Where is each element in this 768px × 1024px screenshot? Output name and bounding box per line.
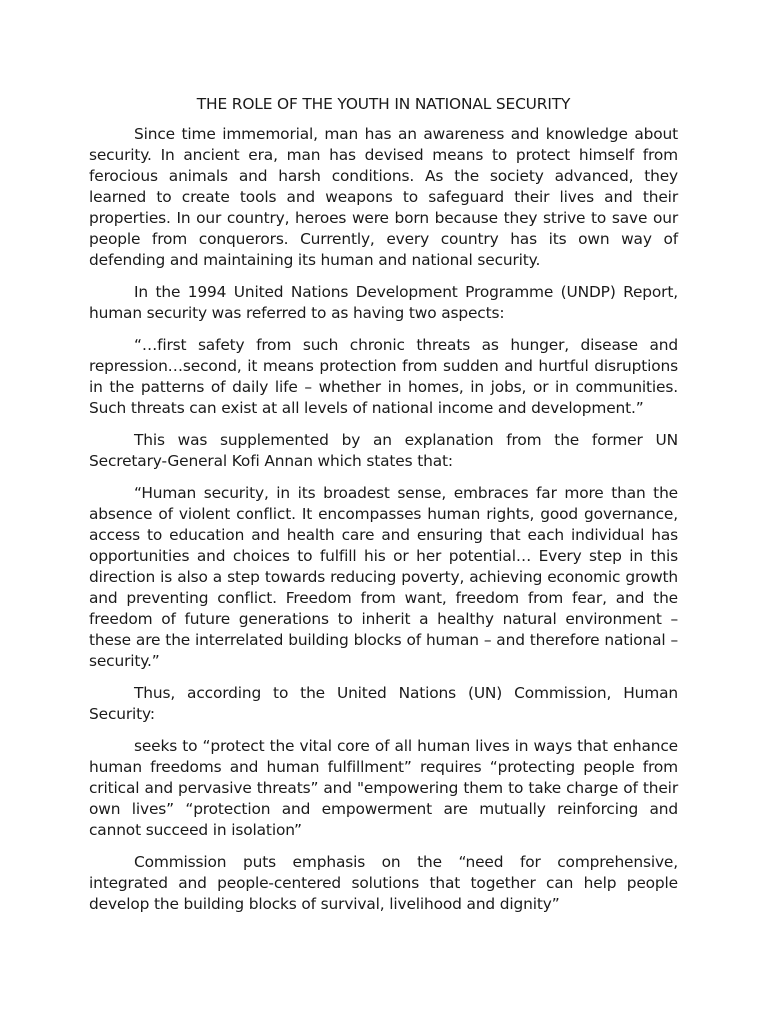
paragraph-commission-seeks: seeks to “protect the vital core of all human lives in ways that enhance human freedoms and human fulfillment” requires “protecting people from critical and pervasive threats” and "empowering them to take charge of their own lives” “protection and empowerment are mutually reinforcing and cannot succeed in isolation”: [89, 737, 678, 839]
paragraph-commission-emphasis: Commission puts emphasis on the “need for comprehensive, integrated and people-centered solutions that together can help people develop the building blocks of survival, livelihood and dignity”: [89, 853, 678, 913]
document-title: THE ROLE OF THE YOUTH IN NATIONAL SECURITY: [196, 95, 571, 113]
paragraph-undp-report: In the 1994 United Nations Development Programme (UNDP) Report, human security was referred to as having two aspects:: [89, 283, 678, 322]
paragraph-annan-quote: “Human security, in its broadest sense, embraces far more than the absence of violent conflict. It encompasses human rights, good governance, access to education and health care and ensuring that each individual has opportunities and choices to fulfill his or her potential… Every step in this direction is also a step towards reducing poverty, achieving economic growth and preventing conflict. Freedom from want, freedom from fear, and the freedom of future generations to inherit a healthy natural environment – these are the interrelated building blocks of human – and therefore national – security.”: [89, 484, 678, 670]
document-page: [89, 94, 678, 926]
paragraph-commission-intro: Thus, according to the United Nations (UN) Commission, Human Security:: [89, 684, 678, 723]
paragraph-intro: Since time immemorial, man has an awareness and knowledge about security. In ancient era, man has devised means to protect himself from ferocious animals and harsh conditions. As the society advanced, they learned to create tools and weapons to safeguard their lives and their properties. In our country, heroes were born because they strive to save our people from conquerors. Currently, every country has its own way of defending and maintaining its human and national security.: [89, 125, 678, 269]
paragraph-undp-quote: “…first safety from such chronic threats as hunger, disease and repression…second, it means protection from sudden and hurtful disruptions in the patterns of daily life – whether in homes, in jobs, or in communities. Such threats can exist at all levels of national income and development.”: [89, 336, 678, 417]
paragraph-annan-intro: This was supplemented by an explanation from the former UN Secretary-General Kofi Annan which states that:: [89, 431, 678, 470]
